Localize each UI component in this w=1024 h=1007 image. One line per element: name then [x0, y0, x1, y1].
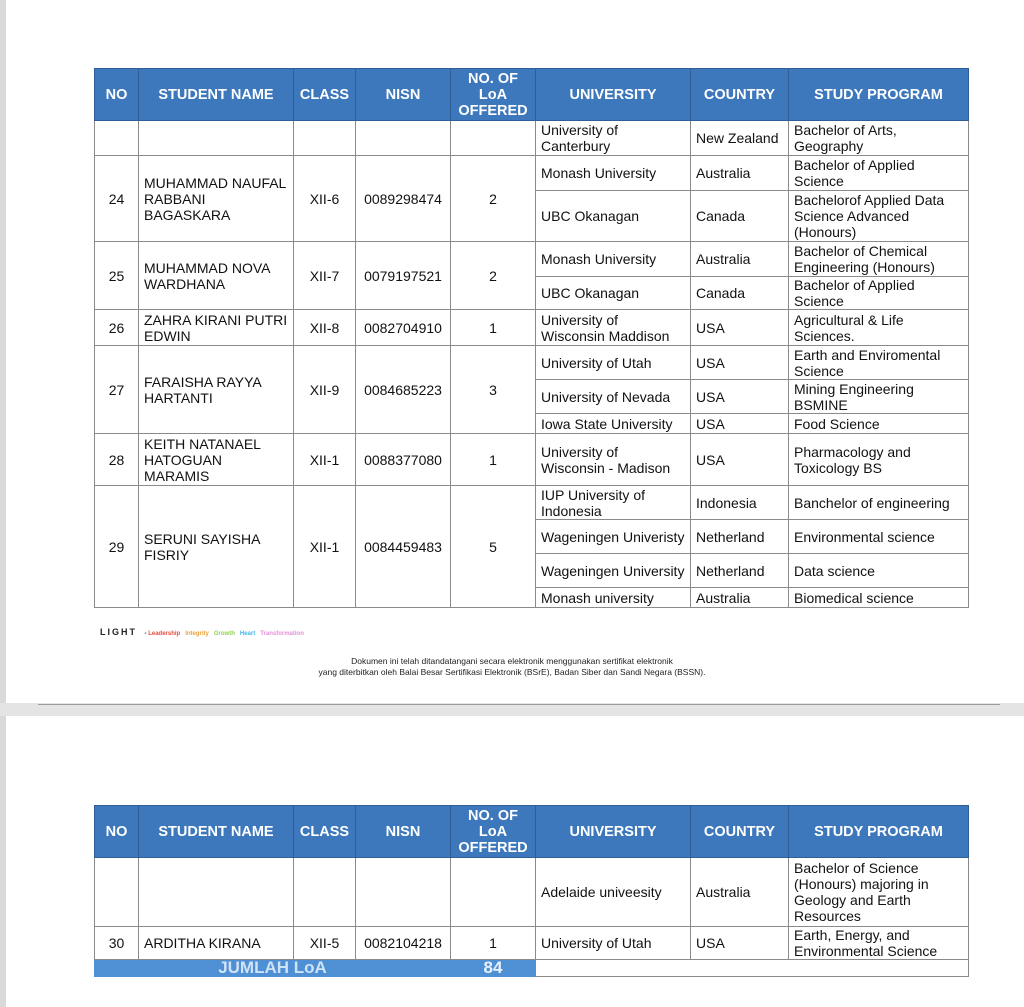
student-nisn: 0079197521	[356, 242, 451, 310]
loa-count: 3	[451, 346, 536, 434]
student-nisn: 0082104218	[356, 927, 451, 960]
student-name	[139, 121, 294, 156]
student-nisn	[356, 121, 451, 156]
table-body	[95, 858, 969, 960]
loa-count	[451, 858, 536, 927]
light-logo	[100, 627, 309, 637]
student-no: 25	[95, 242, 139, 310]
light-value: Integrity	[185, 631, 209, 637]
student-name: MUHAMMAD NOVA WARDHANA	[139, 242, 294, 310]
student-name	[139, 858, 294, 927]
student-no: 29	[95, 486, 139, 608]
country: Netherland	[691, 554, 789, 588]
country: USA	[691, 310, 789, 346]
student-name: MUHAMMAD NAUFAL RABBANI BAGASKARA	[139, 156, 294, 242]
student-class: XII-8	[294, 310, 356, 346]
study-program: Mining Engineering BSMINE	[789, 380, 969, 414]
country: USA	[691, 346, 789, 380]
university: Wageningen Univeristy	[536, 520, 691, 554]
university: UBC Okanagan	[536, 191, 691, 242]
study-program: Agricultural & Life Sciences.	[789, 310, 969, 346]
study-program: Banchelor of engineering	[789, 486, 969, 520]
column-header: STUDY PROGRAM	[789, 806, 969, 858]
university: University of Wisconsin Maddison	[536, 310, 691, 346]
country: USA	[691, 414, 789, 434]
column-header: NO	[95, 69, 139, 121]
student-name: ZAHRA KIRANI PUTRI EDWIN	[139, 310, 294, 346]
student-nisn: 0082704910	[356, 310, 451, 346]
column-header: UNIVERSITY	[536, 806, 691, 858]
university: University of Canterbury	[536, 121, 691, 156]
student-no: 27	[95, 346, 139, 434]
total-value: 84	[451, 960, 536, 977]
table-body	[95, 121, 969, 608]
column-header: CLASS	[294, 69, 356, 121]
loa-count	[451, 121, 536, 156]
study-program: Bachelor of Applied Science	[789, 156, 969, 191]
country: New Zealand	[691, 121, 789, 156]
university: University of Utah	[536, 346, 691, 380]
country: Netherland	[691, 520, 789, 554]
loa-count: 5	[451, 486, 536, 608]
student-no	[95, 121, 139, 156]
footer-line-2: yang diterbitkan oleh Balai Besar Sertifikasi Elektronik (BSrE), Badan Siber dan Sandi Negara (BSSN).	[318, 667, 706, 677]
university: Adelaide univeesity	[536, 858, 691, 927]
loa-count: 1	[451, 927, 536, 960]
student-name: KEITH NATANAEL HATOGUAN MARAMIS	[139, 434, 294, 486]
page-divider	[38, 704, 1000, 705]
study-program: Pharmacology and Toxicology BS	[789, 434, 969, 486]
student-class	[294, 858, 356, 927]
table-row	[95, 310, 969, 346]
student-class: XII-5	[294, 927, 356, 960]
student-class	[294, 121, 356, 156]
university: Monash university	[536, 588, 691, 608]
column-header: CLASS	[294, 806, 356, 858]
country: Australia	[691, 156, 789, 191]
table-row	[95, 486, 969, 520]
student-class: XII-6	[294, 156, 356, 242]
university: Iowa State University	[536, 414, 691, 434]
university: Monash University	[536, 156, 691, 191]
study-program: Bachelor of Arts, Geography	[789, 121, 969, 156]
column-header: STUDENT NAME	[139, 806, 294, 858]
university: University of Utah	[536, 927, 691, 960]
column-header: UNIVERSITY	[536, 69, 691, 121]
study-program: Bachelor of Applied Science	[789, 277, 969, 310]
student-nisn: 0084459483	[356, 486, 451, 608]
loa-table-page-2	[94, 805, 969, 977]
country: Australia	[691, 858, 789, 927]
student-nisn: 0084685223	[356, 346, 451, 434]
total-row	[95, 960, 969, 977]
university: Wageningen University	[536, 554, 691, 588]
student-name: SERUNI SAYISHA FISRIY	[139, 486, 294, 608]
student-no: 24	[95, 156, 139, 242]
student-class: XII-7	[294, 242, 356, 310]
column-header: STUDENT NAME	[139, 69, 294, 121]
study-program: Food Science	[789, 414, 969, 434]
university: University of Nevada	[536, 380, 691, 414]
light-dash: -	[144, 631, 149, 637]
student-no	[95, 858, 139, 927]
country: USA	[691, 434, 789, 486]
study-program: Data science	[789, 554, 969, 588]
table-row	[95, 858, 969, 927]
table-header-row	[95, 806, 969, 858]
country: Australia	[691, 588, 789, 608]
country: Canada	[691, 277, 789, 310]
university: UBC Okanagan	[536, 277, 691, 310]
student-nisn: 0088377080	[356, 434, 451, 486]
loa-count: 1	[451, 434, 536, 486]
table-header-row	[95, 69, 969, 121]
column-header: NO. OF LoA OFFERED	[451, 69, 536, 121]
light-value: Heart	[239, 631, 256, 637]
column-header: COUNTRY	[691, 806, 789, 858]
light-value: Leadership	[148, 631, 181, 637]
loa-count: 2	[451, 156, 536, 242]
loa-count: 2	[451, 242, 536, 310]
country: Indonesia	[691, 486, 789, 520]
column-header: NISN	[356, 69, 451, 121]
university: IUP University of Indonesia	[536, 486, 691, 520]
student-name: FARAISHA RAYYA HARTANTI	[139, 346, 294, 434]
footer-line-1: Dokumen ini telah ditandatangani secara elektronik menggunakan sertifikat elektronik	[351, 656, 673, 666]
study-program: Bachelor of Science (Honours) majoring in Geology and Earth Resources	[789, 858, 969, 927]
study-program: Bachelorof Applied Data Science Advanced (Honours)	[789, 191, 969, 242]
table-row	[95, 927, 969, 960]
country: USA	[691, 380, 789, 414]
light-value: Transformation	[260, 631, 304, 637]
study-program: Biomedical science	[789, 588, 969, 608]
total-label: JUMLAH LoA	[95, 960, 451, 977]
table-row	[95, 156, 969, 191]
table-row	[95, 346, 969, 380]
loa-count: 1	[451, 310, 536, 346]
student-class: XII-9	[294, 346, 356, 434]
student-no: 28	[95, 434, 139, 486]
table-row	[95, 434, 969, 486]
country: Australia	[691, 242, 789, 277]
column-header: COUNTRY	[691, 69, 789, 121]
column-header: STUDY PROGRAM	[789, 69, 969, 121]
table-row	[95, 121, 969, 156]
column-header: NO. OF LoA OFFERED	[451, 806, 536, 858]
study-program: Bachelor of Chemical Engineering (Honours)	[789, 242, 969, 277]
table-row	[95, 242, 969, 277]
student-class: XII-1	[294, 486, 356, 608]
column-header: NISN	[356, 806, 451, 858]
e-signature-notice	[0, 656, 1024, 678]
light-word: LIGHT	[100, 627, 137, 637]
university: Monash University	[536, 242, 691, 277]
student-name: ARDITHA KIRANA	[139, 927, 294, 960]
student-no: 26	[95, 310, 139, 346]
student-class: XII-1	[294, 434, 356, 486]
column-header: NO	[95, 806, 139, 858]
study-program: Earth and Enviromental Science	[789, 346, 969, 380]
student-nisn: 0089298474	[356, 156, 451, 242]
university: University of Wisconsin - Madison	[536, 434, 691, 486]
student-nisn	[356, 858, 451, 927]
country: Canada	[691, 191, 789, 242]
total-blank	[536, 960, 969, 977]
loa-table-page-1	[94, 68, 969, 608]
student-no: 30	[95, 927, 139, 960]
light-value: Growth	[213, 631, 235, 637]
study-program: Earth, Energy, and Environmental Science	[789, 927, 969, 960]
country: USA	[691, 927, 789, 960]
study-program: Environmental science	[789, 520, 969, 554]
light-values	[145, 631, 309, 637]
